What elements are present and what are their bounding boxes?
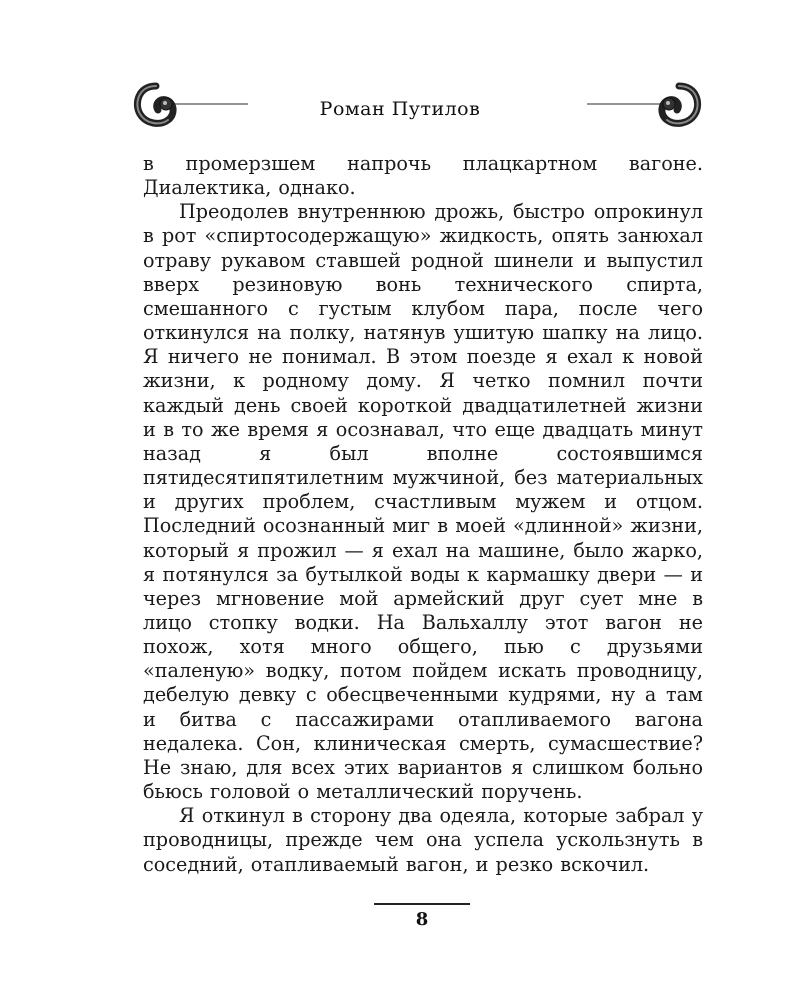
paragraph-continuation: в промерзшем напрочь плацкартном вагоне. Диалектика, однако. <box>143 152 703 200</box>
paragraph: Преодолев внутреннюю дрожь, быстро опрокинул в рот «спиртосодержащую» жидкость, опять занюхал отраву рукавом ставшей родной шинели и выпустил вверх резиновую вонь технического спирта, смешанного с густым клубом пара, после чего откинулся на полку, натянув ушитую шапку на лицо. Я ничего не понимал. В этом поезде я ехал к новой жизни, к родному дому. Я четко помнил почти каждый день своей короткой двадцатилетней жизни и в то же время я осознавал, что еще двадцать минут назад я был вполне состоявшимся пятидесятипятилетним мужчиной, без материальных и других проблем, счастливым мужем и отцом. Последний осознанный миг в моей «длинной» жизни, который я прожил — я ехал на машине, было жарко, я потянулся за бутылкой воды к кармашку двери — и через мгновение мой армейский друг сует мне в лицо стопку водки. На Вальхаллу этот вагон не похож, хотя много общего, пью с друзьями «паленую» водку, потом пойдем искать проводницу, дебелую девку с обесцвеченными кудрями, ну а там и битва с пассажирами отапливаемого вагона недалека. Сон, клиническая смерть, сумасшествие? Не знаю, для всех этих вариантов я слишком больно бьюсь головой о металлический поручень. <box>143 200 703 804</box>
page-body-text <box>143 152 703 877</box>
book-author-title: Роман Путилов <box>319 98 481 120</box>
footer-divider <box>374 903 470 905</box>
page-number: 8 <box>415 909 429 930</box>
right-swirl-ornament-icon <box>585 78 705 134</box>
running-header <box>0 78 800 138</box>
paragraph: Я откинул в сторону два одеяла, которые забрал у проводницы, прежде чем она успела ускользнуть в соседний, отапливаемый вагон, и резко вскочил. <box>143 804 703 876</box>
